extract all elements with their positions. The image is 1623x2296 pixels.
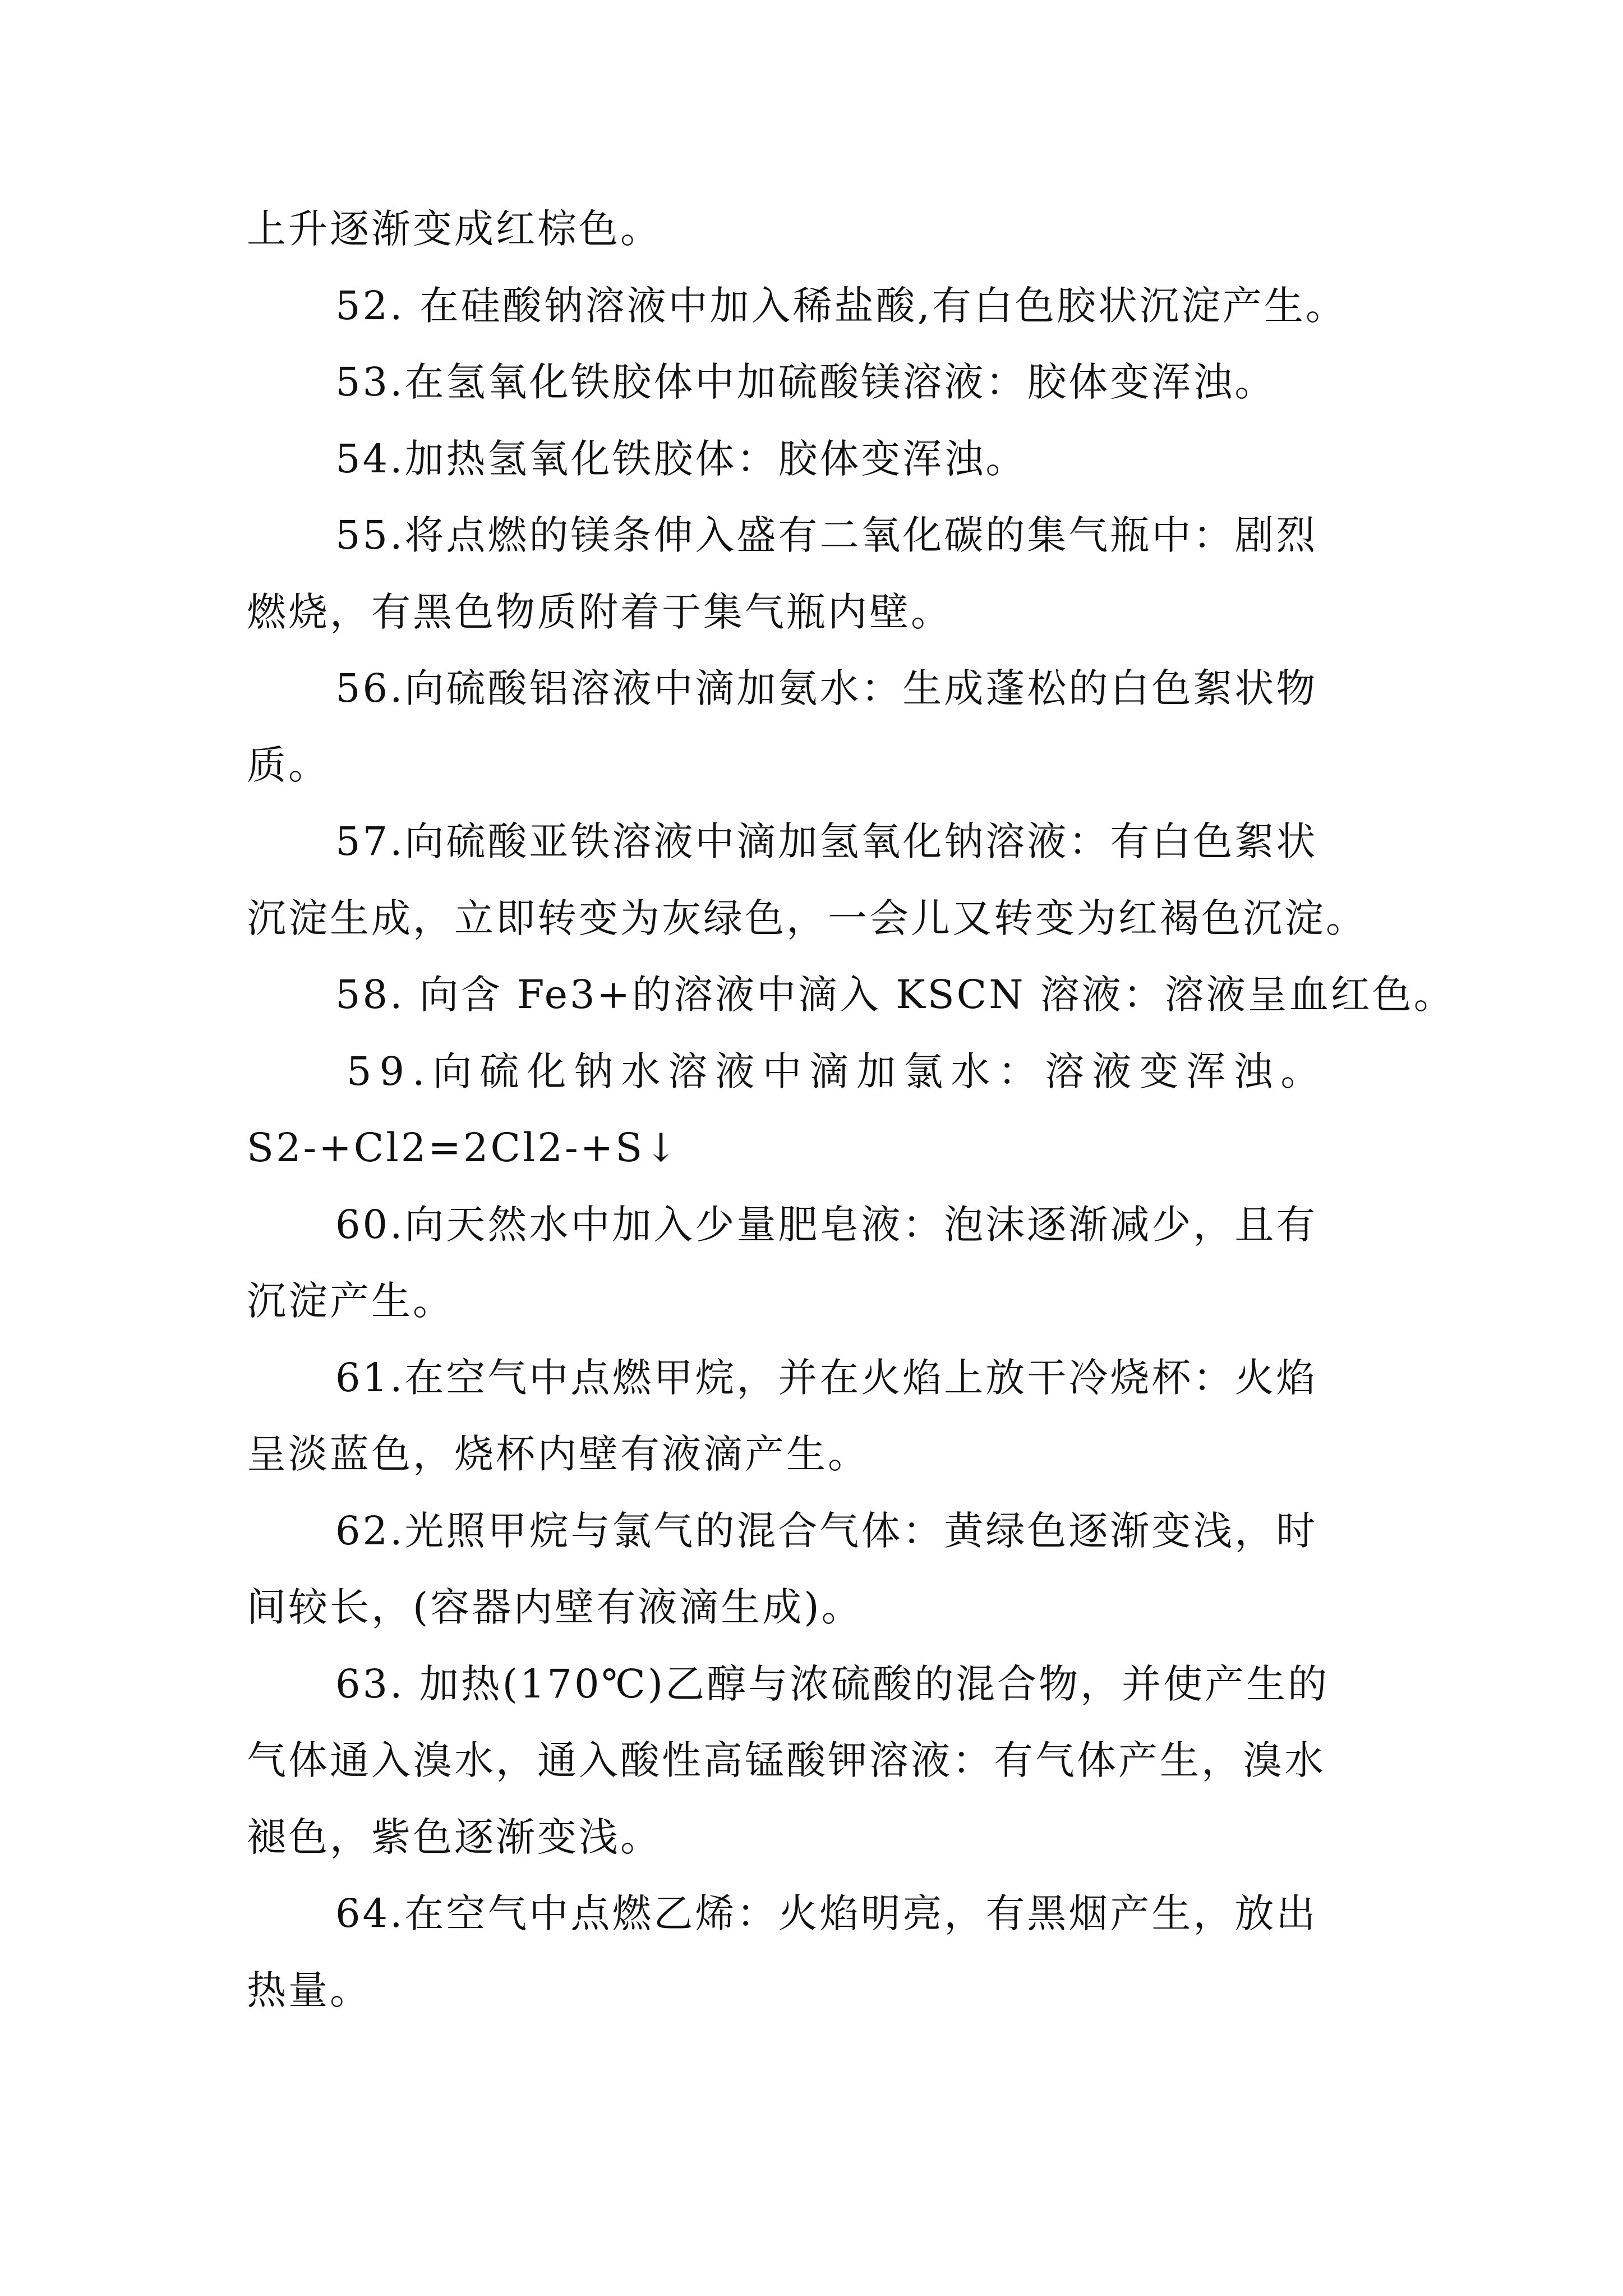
text-line-item-59: 59.向硫化钠水溶液中滴加氯水：溶液变浑浊。 [347,1048,1328,1094]
text-line-item-61-cont: 呈淡蓝色，烧杯内壁有液滴产生。 [247,1431,869,1477]
text-line-item-63-cont-1: 气体通入溴水，通入酸性高锰酸钾溶液：有气体产生，溴水 [247,1737,1326,1783]
text-line-item-56-cont: 质。 [247,742,330,788]
text-line-item-63: 63. 加热(170℃)乙醇与浓硫酸的混合物，并使产生的 [335,1660,1330,1707]
text-line-item-62: 62.光照甲烷与氯气的混合气体：黄绿色逐渐变浅，时 [335,1507,1318,1554]
text-line-equation: S2-+Cl2=2Cl2-+S↓ [247,1125,680,1171]
text-line-continuation: 上升逐渐变成红棕色。 [247,206,662,252]
text-line-item-53: 53.在氢氧化铁胶体中加硫酸镁溶液：胶体变浑浊。 [335,359,1276,405]
text-line-item-62-cont: 间较长，(容器内壁有液滴生成)。 [247,1584,863,1630]
text-line-item-57: 57.向硫酸亚铁溶液中滴加氢氧化钠溶液：有白色絮状 [335,818,1318,864]
text-line-item-63-cont-2: 褪色，紫色逐渐变浅。 [247,1814,662,1860]
text-line-item-55: 55.将点燃的镁条伸入盛有二氧化碳的集气瓶中：剧烈 [335,512,1318,558]
text-line-item-61: 61.在空气中点燃甲烷，并在火焰上放干冷烧杯：火焰 [335,1354,1318,1401]
text-line-item-58: 58. 向含 Fe3+的溶液中滴入 KSCN 溶液：溶液呈血红色。 [335,972,1455,1018]
text-line-item-64-cont: 热量。 [247,1967,371,2013]
text-line-item-52: 52. 在硅酸钠溶液中加入稀盐酸,有白色胶状沉淀产生。 [335,282,1347,329]
text-line-item-57-cont: 沉淀生成，立即转变为灰绿色，一会儿又转变为红褐色沉淀。 [247,895,1367,941]
document-body [247,191,1455,2028]
text-line-item-64: 64.在空气中点燃乙烯：火焰明亮，有黑烟产生，放出 [335,1890,1318,1936]
text-line-item-54: 54.加热氢氧化铁胶体：胶体变浑浊。 [335,435,1027,482]
text-line-item-60: 60.向天然水中加入少量肥皂液：泡沫逐渐减少，且有 [335,1201,1318,1248]
text-line-item-56: 56.向硫酸铝溶液中滴加氨水：生成蓬松的白色絮状物 [335,665,1318,711]
text-line-item-60-cont: 沉淀产生。 [247,1278,454,1324]
text-line-item-55-cont: 燃烧，有黑色物质附着于集气瓶内壁。 [247,588,952,635]
